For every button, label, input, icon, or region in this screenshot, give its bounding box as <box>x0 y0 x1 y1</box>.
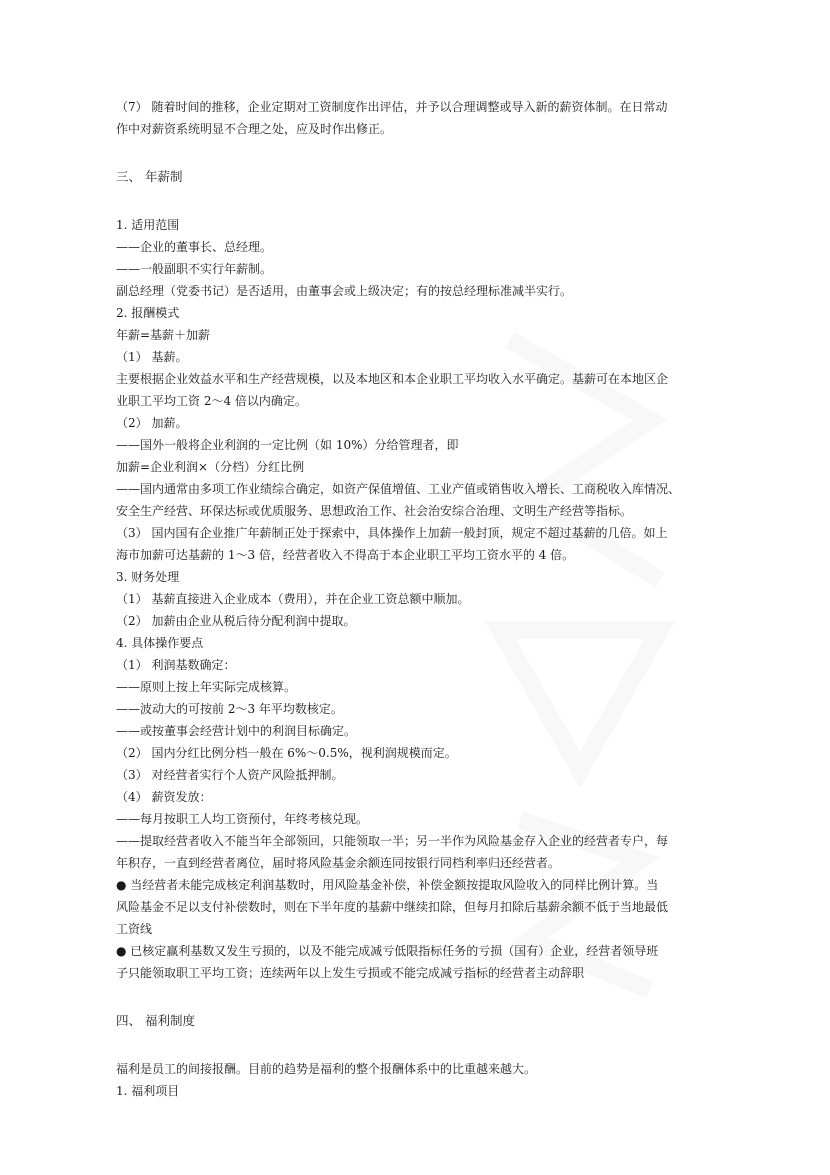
paragraph-line: ——国外一般将企业利润的一定比例（如 10%）分给管理者，即 <box>116 438 459 452</box>
list-item: （1） 利润基数确定： <box>116 658 236 672</box>
paragraph-line: 子只能领取职工平均工资；连续两年以上发生亏损或不能完成减亏指标的经营者主动辞职 <box>116 966 585 980</box>
paragraph-line: （7） 随着时间的推移，企业定期对工资制度作出评估，并予以合理调整或导入新的薪资体制。在日常动 <box>116 100 668 114</box>
paragraph-line: ——波动大的可按前 2～3 年平均数核定。 <box>116 702 343 716</box>
paragraph-line: ——国内通常由多项工作业绩综合确定，如资产保值增值、工业产值或销售收入增长、工商税收入库情况、 <box>116 482 681 496</box>
paragraph-line: ——每月按职工人均工资预付，年终考核兑现。 <box>116 812 369 826</box>
formula-line: 加薪=企业利润×（分档）分红比例 <box>116 460 305 474</box>
paragraph-line: 工资线 <box>116 922 153 936</box>
formula-line: 年薪=基薪＋加薪 <box>116 328 211 342</box>
list-item: （1） 基薪直接进入企业成本（费用），并在企业工资总额中顺加。 <box>116 592 470 606</box>
section-heading: 三、 年薪制 <box>116 169 183 184</box>
list-item: （1） 基薪。 <box>116 350 188 364</box>
paragraph-line: 主要根据企业效益水平和生产经营规模，以及本地区和本企业职工平均收入水平确定。基薪可在本地区企 <box>116 372 669 386</box>
paragraph-line: ——或按董事会经营计划中的利润目标确定。 <box>116 724 357 738</box>
paragraph-line: 福利是员工的间接报酬。目前的趋势是福利的整个报酬体系中的比重越来越大。 <box>116 1062 537 1076</box>
document-body <box>116 96 716 1102</box>
subsection-heading: 1. 适用范围 <box>116 218 180 232</box>
paragraph-line: ——提取经营者收入不能当年全部领回，只能领取一半；另一半作为风险基金存入企业的经营者专户，每 <box>116 834 669 848</box>
section-heading: 四、 福利制度 <box>116 1013 195 1028</box>
subsection-heading: 1. 福利项目 <box>116 1084 180 1098</box>
paragraph-line: ——一般副职不实行年薪制。 <box>116 262 273 276</box>
list-item: （2） 国内分红比例分档一般在 6%～0.5%，视利润规模而定。 <box>116 746 457 760</box>
subsection-heading: 3. 财务处理 <box>116 570 180 584</box>
list-item: （3） 对经营者实行个人资产风险抵押制。 <box>116 768 344 782</box>
paragraph-line: 安全生产经营、环保达标或优质服务、思想政治工作、社会治安综合治理、文明生产经营等指标。 <box>116 504 633 518</box>
list-item: （2） 加薪。 <box>116 416 188 430</box>
paragraph-line: 年积存，一直到经营者离位，届时将风险基金余额连同按银行同档利率归还经营者。 <box>116 856 561 870</box>
list-item: （2） 加薪由企业从税后待分配利润中提取。 <box>116 614 356 628</box>
paragraph-line: ——企业的董事长、总经理。 <box>116 240 273 254</box>
bullet-item: ● 当经营者未能完成核定利润基数时，用风险基金补偿，补偿金额按提取风险收入的同样比例计算。当 <box>116 878 659 892</box>
paragraph-line: 业职工平均工资 2～4 倍以内确定。 <box>116 394 307 408</box>
paragraph-line: 副总经理（党委书记）是否适用，由董事会或上级决定；有的按总经理标准减半实行。 <box>116 284 573 298</box>
paragraph-line: 海市加薪可达基薪的 1～3 倍，经营者收入不得高于本企业职工平均工资水平的 4 倍。 <box>116 548 575 562</box>
paragraph-line: ——原则上按上年实际完成核算。 <box>116 680 297 694</box>
paragraph-line: 作中对薪资系统明显不合理之处，应及时作出修正。 <box>116 122 393 136</box>
list-item: （3） 国内国有企业推广年薪制正处于探索中，具体操作上加薪一般封顶，规定不超过基薪的几倍。如上 <box>116 526 668 540</box>
subsection-heading: 4. 具体操作要点 <box>116 636 204 650</box>
paragraph-line: 风险基金不足以支付补偿数时，则在下半年度的基薪中继续扣除，但每月扣除后基薪余额不低于当地最低 <box>116 900 669 914</box>
subsection-heading: 2. 报酬模式 <box>116 306 180 320</box>
bullet-item: ● 已核定赢利基数又发生亏损的，以及不能完成减亏低限指标任务的亏损（国有）企业，经营者领导班 <box>116 944 659 958</box>
list-item: （4） 薪资发放： <box>116 790 212 804</box>
